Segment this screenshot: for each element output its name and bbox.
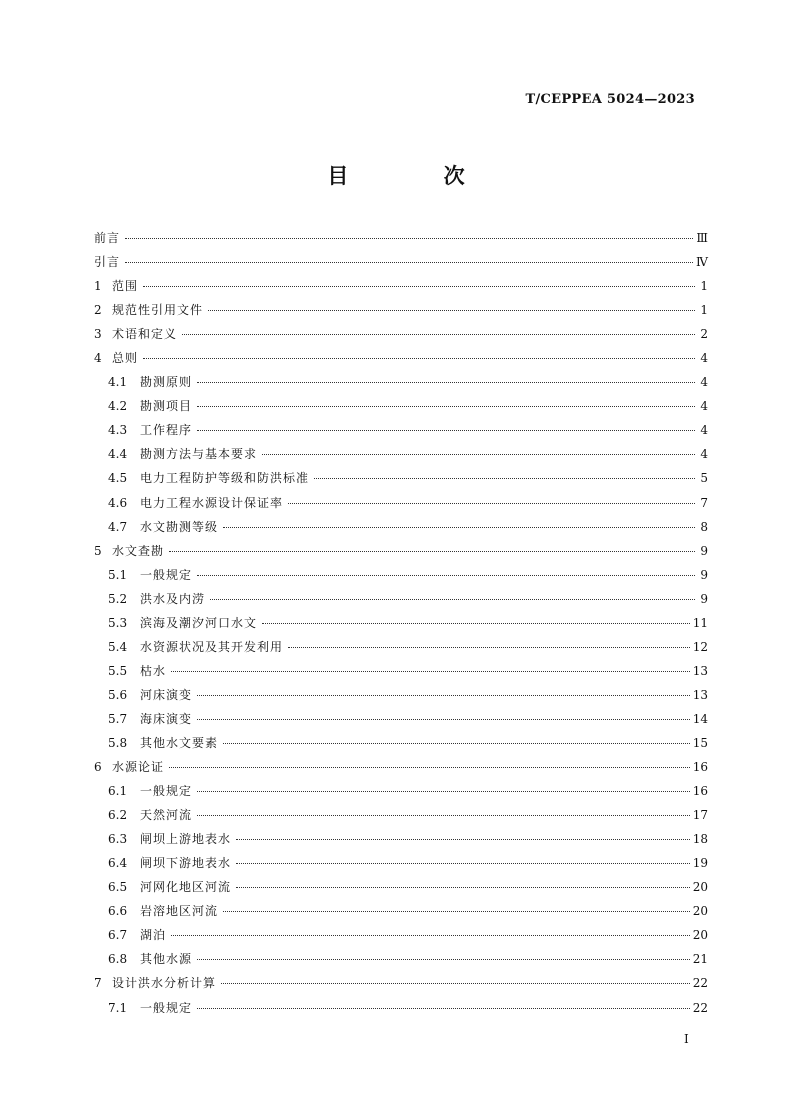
toc-entry-label: 河网化地区河流	[140, 880, 232, 895]
toc-entry[interactable]	[94, 875, 708, 899]
toc-entry-page: 13	[692, 687, 708, 702]
dot-leader	[210, 599, 695, 600]
toc-entry-label: 一般规定	[140, 784, 193, 799]
toc-entry-label: 河床演变	[140, 687, 193, 702]
dot-leader	[197, 575, 695, 576]
standard-code: T/CEPPEA 5024—2023	[525, 92, 695, 107]
toc-entry[interactable]	[94, 635, 708, 659]
toc-entry[interactable]	[94, 899, 708, 923]
toc-entry-page: 4	[700, 447, 708, 462]
dot-leader	[197, 1008, 690, 1009]
toc-entry-label: 水源论证	[112, 760, 165, 775]
toc-entry-number: 3	[94, 327, 102, 342]
toc-entry-page: 16	[692, 784, 708, 799]
toc-entry-page: 14	[692, 711, 708, 726]
toc-entry-label: 电力工程水源设计保证率	[140, 495, 284, 510]
toc-entry-page: 4	[700, 351, 708, 366]
dot-leader	[288, 647, 690, 648]
toc-entry-label: 滨海及潮汐河口水文	[140, 615, 258, 630]
toc-entry-number: 1	[94, 279, 102, 294]
dot-leader	[125, 262, 693, 263]
toc-entry[interactable]	[94, 466, 708, 490]
toc-entry-number: 7.1	[108, 1000, 128, 1015]
toc-entry-number: 6	[94, 760, 102, 775]
toc-entry-page: 20	[692, 880, 708, 895]
dot-leader	[197, 406, 695, 407]
toc-entry-number: 7	[94, 976, 102, 991]
dot-leader	[143, 358, 695, 359]
toc-entry-page: Ⅲ	[696, 231, 708, 245]
toc-entry[interactable]	[94, 755, 708, 779]
dot-leader	[143, 286, 695, 287]
toc-entry-page: 4	[700, 375, 708, 390]
dot-leader	[262, 623, 690, 624]
toc-entry-label: 水文勘测等级	[140, 519, 219, 534]
toc-entry[interactable]	[94, 370, 708, 394]
toc-entry[interactable]	[94, 851, 708, 875]
toc-entry-number: 6.7	[108, 928, 128, 943]
dot-leader	[236, 863, 690, 864]
toc-entry-label: 天然河流	[140, 808, 193, 823]
toc-entry-label: 闸坝下游地表水	[140, 856, 232, 871]
toc-entry[interactable]	[94, 274, 708, 298]
toc-entry-label: 闸坝上游地表水	[140, 832, 232, 847]
toc-entry-page: 1	[700, 279, 708, 294]
toc-entry-page: 11	[692, 615, 708, 630]
toc-entry-number: 5.6	[108, 687, 128, 702]
toc-entry-label: 设计洪水分析计算	[112, 976, 217, 991]
toc-entry-label: 岩溶地区河流	[140, 904, 219, 919]
dot-leader	[197, 719, 690, 720]
toc-entry-number: 4.6	[108, 495, 128, 510]
dot-leader	[288, 503, 695, 504]
dot-leader	[223, 743, 690, 744]
toc-entry-page: 18	[692, 832, 708, 847]
dot-leader	[197, 430, 695, 431]
toc-entry-page: 8	[700, 519, 708, 534]
dot-leader	[182, 334, 695, 335]
toc-entry[interactable]	[94, 803, 708, 827]
toc-entry-number: 6.6	[108, 904, 128, 919]
toc-entry[interactable]	[94, 515, 708, 539]
toc-entry-page: 5	[700, 471, 708, 486]
toc-entry[interactable]	[94, 226, 708, 250]
dot-leader	[208, 310, 695, 311]
table-of-contents	[94, 226, 708, 1020]
toc-entry-page: 13	[692, 663, 708, 678]
toc-entry-label: 规范性引用文件	[112, 303, 204, 318]
toc-entry[interactable]	[94, 611, 708, 635]
toc-entry-page: 15	[692, 735, 708, 750]
toc-entry-label: 勘测项目	[140, 399, 193, 414]
dot-leader	[169, 767, 690, 768]
toc-entry[interactable]	[94, 827, 708, 851]
dot-leader	[197, 695, 690, 696]
toc-entry-number: 6.1	[108, 784, 128, 799]
toc-entry-label: 电力工程防护等级和防洪标准	[140, 471, 310, 486]
toc-entry-label: 枯水	[140, 663, 167, 678]
toc-entry-label: 勘测原则	[140, 375, 193, 390]
toc-entry-number: 6.4	[108, 856, 128, 871]
toc-entry-page: 12	[692, 639, 708, 654]
dot-leader	[171, 935, 690, 936]
toc-entry-number: 4.2	[108, 399, 128, 414]
toc-entry-label: 其他水源	[140, 952, 193, 967]
page-title: 目 次	[327, 163, 509, 188]
toc-entry-page: 22	[692, 1000, 708, 1015]
toc-entry[interactable]	[94, 394, 708, 418]
toc-entry-label: 一般规定	[140, 567, 193, 582]
toc-entry-label: 水文查勘	[112, 543, 165, 558]
dot-leader	[197, 815, 690, 816]
toc-entry-number: 5.3	[108, 615, 128, 630]
dot-leader	[169, 551, 695, 552]
toc-entry-number: 2	[94, 303, 102, 318]
toc-entry-label: 前言	[94, 231, 121, 245]
dot-leader	[236, 887, 690, 888]
dot-leader	[262, 454, 695, 455]
toc-entry-page: 9	[700, 543, 708, 558]
toc-entry-label: 其他水文要素	[140, 735, 219, 750]
toc-entry[interactable]	[94, 491, 708, 515]
toc-entry-page: 4	[700, 423, 708, 438]
toc-entry-label: 水资源状况及其开发利用	[140, 639, 284, 654]
toc-entry[interactable]	[94, 971, 708, 995]
dot-leader	[221, 983, 690, 984]
toc-entry-page: 9	[700, 567, 708, 582]
toc-entry-number: 4.5	[108, 471, 128, 486]
dot-leader	[197, 791, 690, 792]
toc-entry-label: 术语和定义	[112, 327, 178, 342]
toc-entry-page: 19	[692, 856, 708, 871]
toc-entry-number: 6.3	[108, 832, 128, 847]
toc-entry[interactable]	[94, 683, 708, 707]
dot-leader	[314, 478, 695, 479]
toc-entry-page: 7	[700, 495, 708, 510]
toc-entry-label: 范围	[112, 279, 139, 294]
toc-entry-page: Ⅳ	[696, 255, 708, 270]
toc-entry-number: 5.1	[108, 567, 128, 582]
toc-entry[interactable]	[94, 250, 708, 274]
toc-entry[interactable]	[94, 923, 708, 947]
toc-entry[interactable]	[94, 418, 708, 442]
page-number: I	[684, 1032, 689, 1046]
dot-leader	[197, 959, 690, 960]
toc-entry-number: 4.4	[108, 447, 128, 462]
toc-entry[interactable]	[94, 587, 708, 611]
toc-entry[interactable]	[94, 563, 708, 587]
dot-leader	[223, 527, 695, 528]
toc-entry-label: 引言	[94, 255, 121, 270]
toc-entry[interactable]	[94, 442, 708, 466]
toc-entry-number: 6.5	[108, 880, 128, 895]
toc-entry[interactable]	[94, 298, 708, 322]
toc-entry-label: 海床演变	[140, 711, 193, 726]
toc-entry-page: 4	[700, 399, 708, 414]
toc-entry-number: 5.2	[108, 591, 128, 606]
toc-entry-page: 20	[692, 928, 708, 943]
toc-entry-number: 4.7	[108, 519, 128, 534]
toc-entry[interactable]	[94, 779, 708, 803]
toc-entry-label: 一般规定	[140, 1000, 193, 1015]
toc-entry-page: 9	[700, 591, 708, 606]
dot-leader	[171, 671, 690, 672]
toc-entry-number: 6.8	[108, 952, 128, 967]
toc-entry[interactable]	[94, 659, 708, 683]
toc-entry-number: 4.3	[108, 423, 128, 438]
toc-entry-label: 湖泊	[140, 928, 167, 943]
toc-entry-number: 5.7	[108, 711, 128, 726]
toc-entry-number: 4.1	[108, 375, 128, 390]
dot-leader	[197, 382, 695, 383]
toc-entry[interactable]	[94, 996, 708, 1020]
toc-entry-label: 总则	[112, 351, 139, 366]
toc-entry[interactable]	[94, 707, 708, 731]
toc-entry-page: 2	[700, 327, 708, 342]
toc-entry-page: 22	[692, 976, 708, 991]
toc-entry-page: 21	[692, 952, 708, 967]
toc-entry-number: 6.2	[108, 808, 128, 823]
toc-entry-number: 5	[94, 543, 102, 558]
toc-entry-number: 5.8	[108, 735, 128, 750]
toc-entry-page: 1	[700, 303, 708, 318]
toc-entry[interactable]	[94, 322, 708, 346]
toc-entry[interactable]	[94, 731, 708, 755]
toc-entry-label: 工作程序	[140, 423, 193, 438]
toc-entry-number: 4	[94, 351, 102, 366]
toc-entry-page: 20	[692, 904, 708, 919]
toc-entry[interactable]	[94, 346, 708, 370]
toc-entry-number: 5.4	[108, 639, 128, 654]
toc-entry-label: 勘测方法与基本要求	[140, 447, 258, 462]
toc-entry[interactable]	[94, 947, 708, 971]
toc-entry[interactable]	[94, 539, 708, 563]
dot-leader	[236, 839, 690, 840]
dot-leader	[223, 911, 690, 912]
dot-leader	[125, 238, 693, 239]
toc-entry-label: 洪水及内涝	[140, 591, 206, 606]
toc-entry-number: 5.5	[108, 663, 128, 678]
toc-entry-page: 16	[692, 760, 708, 775]
toc-entry-page: 17	[692, 808, 708, 823]
